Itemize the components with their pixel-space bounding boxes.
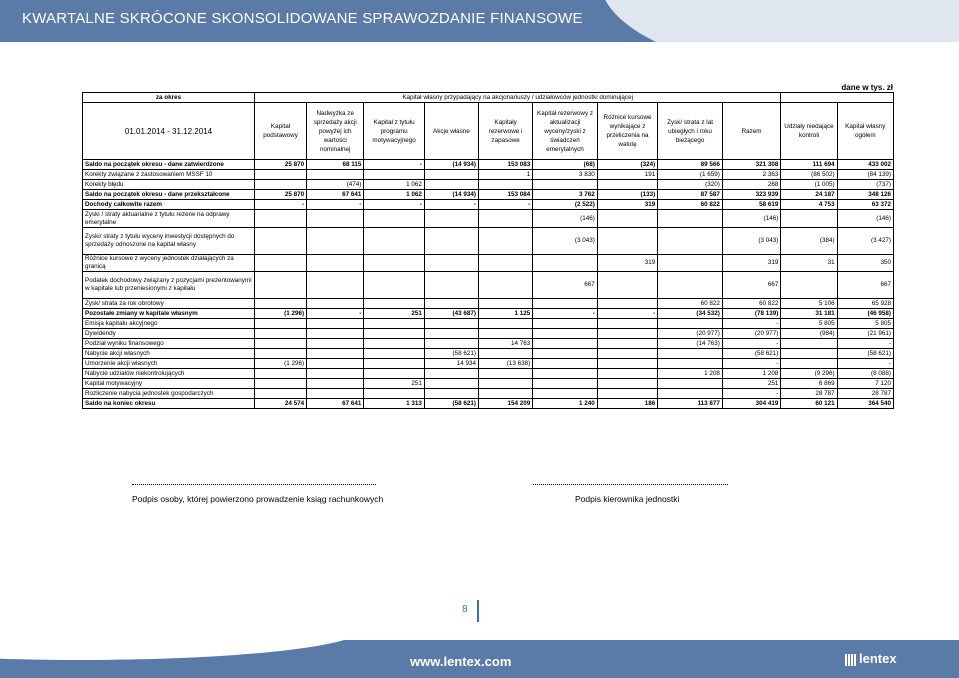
cell-value [533, 255, 598, 272]
cell-value: 28 787 [837, 389, 893, 399]
cell-value [781, 349, 837, 359]
cell-value [597, 329, 657, 339]
column-header: Kapitał podstawowy [254, 103, 306, 160]
cell-value: (78 139) [722, 309, 780, 319]
cell-value [479, 349, 533, 359]
cell-value: 268 [722, 180, 780, 190]
cell-value: 24 187 [781, 190, 837, 200]
cell-value: - [597, 309, 657, 319]
cell-value [254, 379, 306, 389]
cell-value: 65 928 [837, 299, 893, 309]
row-label: Rozliczenie nabycia jednostek gospodarczych [83, 389, 255, 399]
cell-value [658, 272, 723, 299]
cell-value: 1 313 [364, 399, 424, 409]
cell-value: - [533, 309, 598, 319]
cell-value: 25 870 [254, 160, 306, 170]
column-header: Udziały niedające kontroli [781, 103, 837, 160]
cell-value [364, 272, 424, 299]
cell-value [364, 339, 424, 349]
cell-value [479, 228, 533, 255]
cell-value: 251 [722, 379, 780, 389]
cell-value [364, 170, 424, 180]
cell-value [254, 339, 306, 349]
cell-value [658, 359, 723, 369]
cell-value: (68) [533, 160, 598, 170]
table-row [83, 210, 894, 228]
cell-value: 321 308 [722, 160, 780, 170]
cell-value: 350 [837, 255, 893, 272]
cell-value: - [722, 389, 780, 399]
cell-value: 5 805 [837, 319, 893, 329]
cell-value [307, 210, 364, 228]
cell-value [533, 369, 598, 379]
cell-value: 1 062 [364, 190, 424, 200]
cell-value [781, 359, 837, 369]
cell-value: (34 532) [658, 309, 723, 319]
cell-value [533, 339, 598, 349]
cell-value: 87 587 [658, 190, 723, 200]
column-header: Razem [722, 103, 780, 160]
table-row [83, 389, 894, 399]
cell-value: 319 [597, 255, 657, 272]
cell-value [307, 255, 364, 272]
cell-value [479, 299, 533, 309]
cell-value: 3 830 [533, 170, 598, 180]
table-row [83, 379, 894, 389]
cell-value: (1 005) [781, 180, 837, 190]
table-row [83, 329, 894, 339]
cell-value [364, 255, 424, 272]
cell-value: - [479, 200, 533, 210]
cell-value [658, 255, 723, 272]
cell-value [479, 329, 533, 339]
cell-value: 667 [722, 272, 780, 299]
cell-value: 1 062 [364, 180, 424, 190]
cell-value: 1 240 [533, 399, 598, 409]
table-row [83, 309, 894, 319]
cell-value [307, 329, 364, 339]
cell-value [364, 349, 424, 359]
cell-value [597, 299, 657, 309]
cell-value [424, 228, 478, 255]
cell-value [533, 319, 598, 329]
cell-value: 68 115 [307, 160, 364, 170]
cell-value: (984) [781, 329, 837, 339]
cell-value [307, 349, 364, 359]
cell-value: 89 566 [658, 160, 723, 170]
cell-value: 60 822 [722, 299, 780, 309]
cell-value: (1 296) [254, 359, 306, 369]
column-header: Kapitały rezerwowe i zapasowe [479, 103, 533, 160]
cell-value: (8 088) [837, 369, 893, 379]
cell-value: 67 641 [307, 190, 364, 200]
unit-label: dane w tys. zł [841, 83, 893, 92]
cell-value [597, 349, 657, 359]
cell-value: 667 [837, 272, 893, 299]
cell-value: (320) [658, 180, 723, 190]
cell-value: (20 977) [658, 329, 723, 339]
header-decoration [600, 0, 959, 42]
cell-value: (13 638) [479, 359, 533, 369]
cell-value [597, 379, 657, 389]
cell-value: 14 763 [479, 339, 533, 349]
cell-value [597, 369, 657, 379]
cell-value [597, 228, 657, 255]
cell-value [597, 210, 657, 228]
cell-value [658, 379, 723, 389]
cell-value [254, 389, 306, 399]
page-number: 8 [462, 604, 468, 615]
column-header: Zysk/ strata z lat ubiegłych i roku bieżącego [658, 103, 723, 160]
cell-value [307, 359, 364, 369]
cell-value: 113 877 [658, 399, 723, 409]
cell-value: 433 002 [837, 160, 893, 170]
cell-value: - [722, 319, 780, 329]
cell-value: (3 043) [533, 228, 598, 255]
row-label: Podział wyniku finansowego [83, 339, 255, 349]
equity-changes-table [82, 92, 894, 409]
row-label: Saldo na początek okresu - dane zatwierdzone [83, 160, 255, 170]
cell-value [597, 359, 657, 369]
cell-value: (1 296) [254, 309, 306, 319]
cell-value [424, 319, 478, 329]
cell-value: - [722, 359, 780, 369]
lentex-logo [845, 652, 925, 668]
cell-value [424, 210, 478, 228]
cell-value: 251 [364, 379, 424, 389]
cell-value: 5 106 [781, 299, 837, 309]
cell-value [424, 272, 478, 299]
cell-value: 154 209 [479, 399, 533, 409]
cell-value: - [364, 200, 424, 210]
period-label-cell: za okres [83, 93, 255, 103]
cell-value: (14 934) [424, 160, 478, 170]
cell-value: 3 762 [533, 190, 598, 200]
table-row [83, 200, 894, 210]
cell-value: - [722, 339, 780, 349]
table-row [83, 272, 894, 299]
cell-value: (14 763) [658, 339, 723, 349]
cell-value: (84 139) [837, 170, 893, 180]
cell-value [307, 369, 364, 379]
cell-value [479, 255, 533, 272]
cell-value [424, 299, 478, 309]
cell-value [479, 210, 533, 228]
row-label: Korekty błędu [83, 180, 255, 190]
page-title: KWARTALNE SKRÓCONE SKONSOLIDOWANE SPRAWOZDANIE FINANSOWE [22, 10, 583, 27]
row-label: Różnice kursowe z wyceny jednostek działających za granicą [83, 255, 255, 272]
cell-value [424, 329, 478, 339]
table-row [83, 339, 894, 349]
cell-value [254, 369, 306, 379]
table-row [83, 359, 894, 369]
row-label: Pozostałe zmiany w kapitale własnym [83, 309, 255, 319]
cell-value [424, 389, 478, 399]
row-label: Dochody całkowite razem [83, 200, 255, 210]
cell-value [781, 210, 837, 228]
group-header-cell: Kapitał własny przypadający na akcjonariuszy / udziałowców jednostki dominującej [254, 93, 780, 103]
table-row [83, 228, 894, 255]
cell-value: (737) [837, 180, 893, 190]
cell-value [424, 170, 478, 180]
cell-value: (14 934) [424, 190, 478, 200]
cell-value: 63 372 [837, 200, 893, 210]
cell-value: (3 043) [722, 228, 780, 255]
table-row [83, 399, 894, 409]
cell-value [533, 379, 598, 389]
cell-value [658, 389, 723, 399]
header-row-top [83, 93, 894, 103]
cell-value: 60 822 [658, 200, 723, 210]
cell-value: 7 120 [837, 379, 893, 389]
cell-value [479, 319, 533, 329]
cell-value: 14 934 [424, 359, 478, 369]
cell-value [307, 379, 364, 389]
cell-value [658, 349, 723, 359]
cell-value: 25 870 [254, 190, 306, 200]
cell-value [424, 379, 478, 389]
cell-value: - [364, 160, 424, 170]
cell-value: 60 121 [781, 399, 837, 409]
cell-value: 1 208 [722, 369, 780, 379]
cell-value: (9 296) [781, 369, 837, 379]
cell-value: (21 961) [837, 329, 893, 339]
table-row [83, 299, 894, 309]
cell-value: (58 621) [424, 399, 478, 409]
cell-value: 24 574 [254, 399, 306, 409]
cell-value [479, 180, 533, 190]
cell-value: (58 621) [722, 349, 780, 359]
cell-value: 153 084 [479, 190, 533, 200]
cell-value [424, 255, 478, 272]
column-header: Nadwyżka ze sprzedaży akcji powyżej ich wartości nominalnej [307, 103, 364, 160]
cell-value: 251 [364, 309, 424, 319]
cell-value [307, 389, 364, 399]
header-blank-cell [781, 93, 894, 103]
cell-value: - [837, 359, 893, 369]
cell-value: 1 208 [658, 369, 723, 379]
cell-value [658, 210, 723, 228]
cell-value: (474) [307, 180, 364, 190]
cell-value: (146) [837, 210, 893, 228]
table-row [83, 319, 894, 329]
cell-value: 2 363 [722, 170, 780, 180]
cell-value: (58 621) [424, 349, 478, 359]
table-row [83, 190, 894, 200]
cell-value: 153 083 [479, 160, 533, 170]
signature-line-left [132, 484, 376, 485]
cell-value: (133) [597, 190, 657, 200]
footer-url-link[interactable]: www.lentex.com [410, 654, 512, 669]
cell-value: 319 [597, 200, 657, 210]
logo-mark-icon [845, 654, 857, 666]
row-label: Emisja kapitału akcyjnego [83, 319, 255, 329]
cell-value [254, 210, 306, 228]
header-row-columns [83, 103, 894, 160]
signature-line-right [533, 484, 728, 485]
cell-value [254, 170, 306, 180]
row-label: Saldo na początek okresu - dane przekształcone [83, 190, 255, 200]
cell-value: - [307, 200, 364, 210]
period-cell: 01.01.2014 - 31.12.2014 [83, 103, 255, 160]
row-label: Zyski / straty aktuarialne z tytułu rezerw na odprawy emerytalne [83, 210, 255, 228]
table-row [83, 349, 894, 359]
cell-value: 304 419 [722, 399, 780, 409]
cell-value [597, 180, 657, 190]
cell-value: - [254, 200, 306, 210]
cell-value [533, 349, 598, 359]
cell-value [479, 389, 533, 399]
footer-decoration [0, 640, 360, 660]
column-header: Kapitał rezerwowy z aktualizacji wyceny/zyski z świadczeń emerytalnych [533, 103, 598, 160]
cell-value: 6 869 [781, 379, 837, 389]
cell-value [364, 299, 424, 309]
cell-value: 364 540 [837, 399, 893, 409]
cell-value: 111 694 [781, 160, 837, 170]
cell-value [307, 170, 364, 180]
cell-value [597, 272, 657, 299]
signature-label-left: Podpis osoby, której powierzono prowadzenie ksiąg rachunkowych [132, 494, 384, 504]
cell-value: 31 [781, 255, 837, 272]
cell-value [364, 210, 424, 228]
cell-value: 28 787 [781, 389, 837, 399]
cell-value: (324) [597, 160, 657, 170]
cell-value: (20 977) [722, 329, 780, 339]
row-label: Saldo na koniec okresu [83, 399, 255, 409]
cell-value [307, 228, 364, 255]
cell-value: 323 939 [722, 190, 780, 200]
cell-value: - [837, 339, 893, 349]
cell-value [479, 272, 533, 299]
cell-value [364, 228, 424, 255]
cell-value: (3 427) [837, 228, 893, 255]
table-row [83, 160, 894, 170]
table-row [83, 255, 894, 272]
cell-value [781, 339, 837, 349]
row-label: Nabycie udziałów niekontrolujących [83, 369, 255, 379]
page-number-divider [477, 600, 479, 622]
cell-value: 1 125 [479, 309, 533, 319]
cell-value: 58 619 [722, 200, 780, 210]
cell-value: (384) [781, 228, 837, 255]
cell-value [364, 329, 424, 339]
cell-value: 60 822 [658, 299, 723, 309]
cell-value: (46 958) [837, 309, 893, 319]
row-label: Kapitał motywacyjny [83, 379, 255, 389]
cell-value: 31 181 [781, 309, 837, 319]
table-row [83, 369, 894, 379]
cell-value: - [307, 309, 364, 319]
cell-value [254, 319, 306, 329]
cell-value: 67 641 [307, 399, 364, 409]
cell-value [597, 339, 657, 349]
cell-value [307, 272, 364, 299]
cell-value: (43 687) [424, 309, 478, 319]
row-label: Umorzenie akcji własnych [83, 359, 255, 369]
cell-value [479, 379, 533, 389]
cell-value [479, 369, 533, 379]
cell-value [533, 359, 598, 369]
table-row [83, 170, 894, 180]
cell-value [254, 349, 306, 359]
cell-value [254, 272, 306, 299]
cell-value: 667 [533, 272, 598, 299]
cell-value: 5 805 [781, 319, 837, 329]
cell-value [254, 255, 306, 272]
cell-value [424, 369, 478, 379]
table-row [83, 180, 894, 190]
cell-value: (58 621) [837, 349, 893, 359]
cell-value [658, 228, 723, 255]
column-header: Kapitał z tytułu programu motywacyjnego [364, 103, 424, 160]
cell-value [364, 369, 424, 379]
logo-text: lentex [859, 651, 897, 666]
cell-value [597, 319, 657, 329]
cell-value [364, 389, 424, 399]
cell-value: 319 [722, 255, 780, 272]
cell-value [254, 299, 306, 309]
cell-value [658, 319, 723, 329]
cell-value: (2 522) [533, 200, 598, 210]
cell-value [307, 299, 364, 309]
cell-value: 1 [479, 170, 533, 180]
cell-value: (1 659) [658, 170, 723, 180]
column-header: Kapitał własny ogółem [837, 103, 893, 160]
cell-value: (146) [533, 210, 598, 228]
cell-value [254, 329, 306, 339]
cell-value: - [424, 200, 478, 210]
cell-value [533, 180, 598, 190]
cell-value: 348 126 [837, 190, 893, 200]
row-label: Podatek dochodowy związany z pozycjami prezentowanymi w kapitale lub przeniesionymi z kapitału [83, 272, 255, 299]
cell-value [533, 329, 598, 339]
cell-value [424, 339, 478, 349]
cell-value [533, 299, 598, 309]
cell-value [254, 228, 306, 255]
cell-value: 186 [597, 399, 657, 409]
row-label: Zysk/ strata za rok obrotowy [83, 299, 255, 309]
cell-value [364, 359, 424, 369]
cell-value [307, 339, 364, 349]
row-label: Korekty związane z zastosowaniem MSSF 10 [83, 170, 255, 180]
cell-value [597, 389, 657, 399]
row-label: Nabycie akcji własnych [83, 349, 255, 359]
cell-value [533, 389, 598, 399]
cell-value [307, 319, 364, 329]
row-label: Dywidendy [83, 329, 255, 339]
column-header: Różnice kursowe wynikające z przeliczenia na walutę [597, 103, 657, 160]
signature-label-right: Podpis kierownika jednostki [575, 494, 680, 504]
cell-value [254, 180, 306, 190]
cell-value: (86 502) [781, 170, 837, 180]
cell-value [424, 180, 478, 190]
row-label: Zyski/ straty z tytułu wyceny inwestycji dostępnych do sprzedaży odnoszone na kapitał własny [83, 228, 255, 255]
cell-value: 4 753 [781, 200, 837, 210]
cell-value: 191 [597, 170, 657, 180]
column-header: Akcje własne [424, 103, 478, 160]
cell-value: (146) [722, 210, 780, 228]
cell-value [781, 272, 837, 299]
cell-value [364, 319, 424, 329]
